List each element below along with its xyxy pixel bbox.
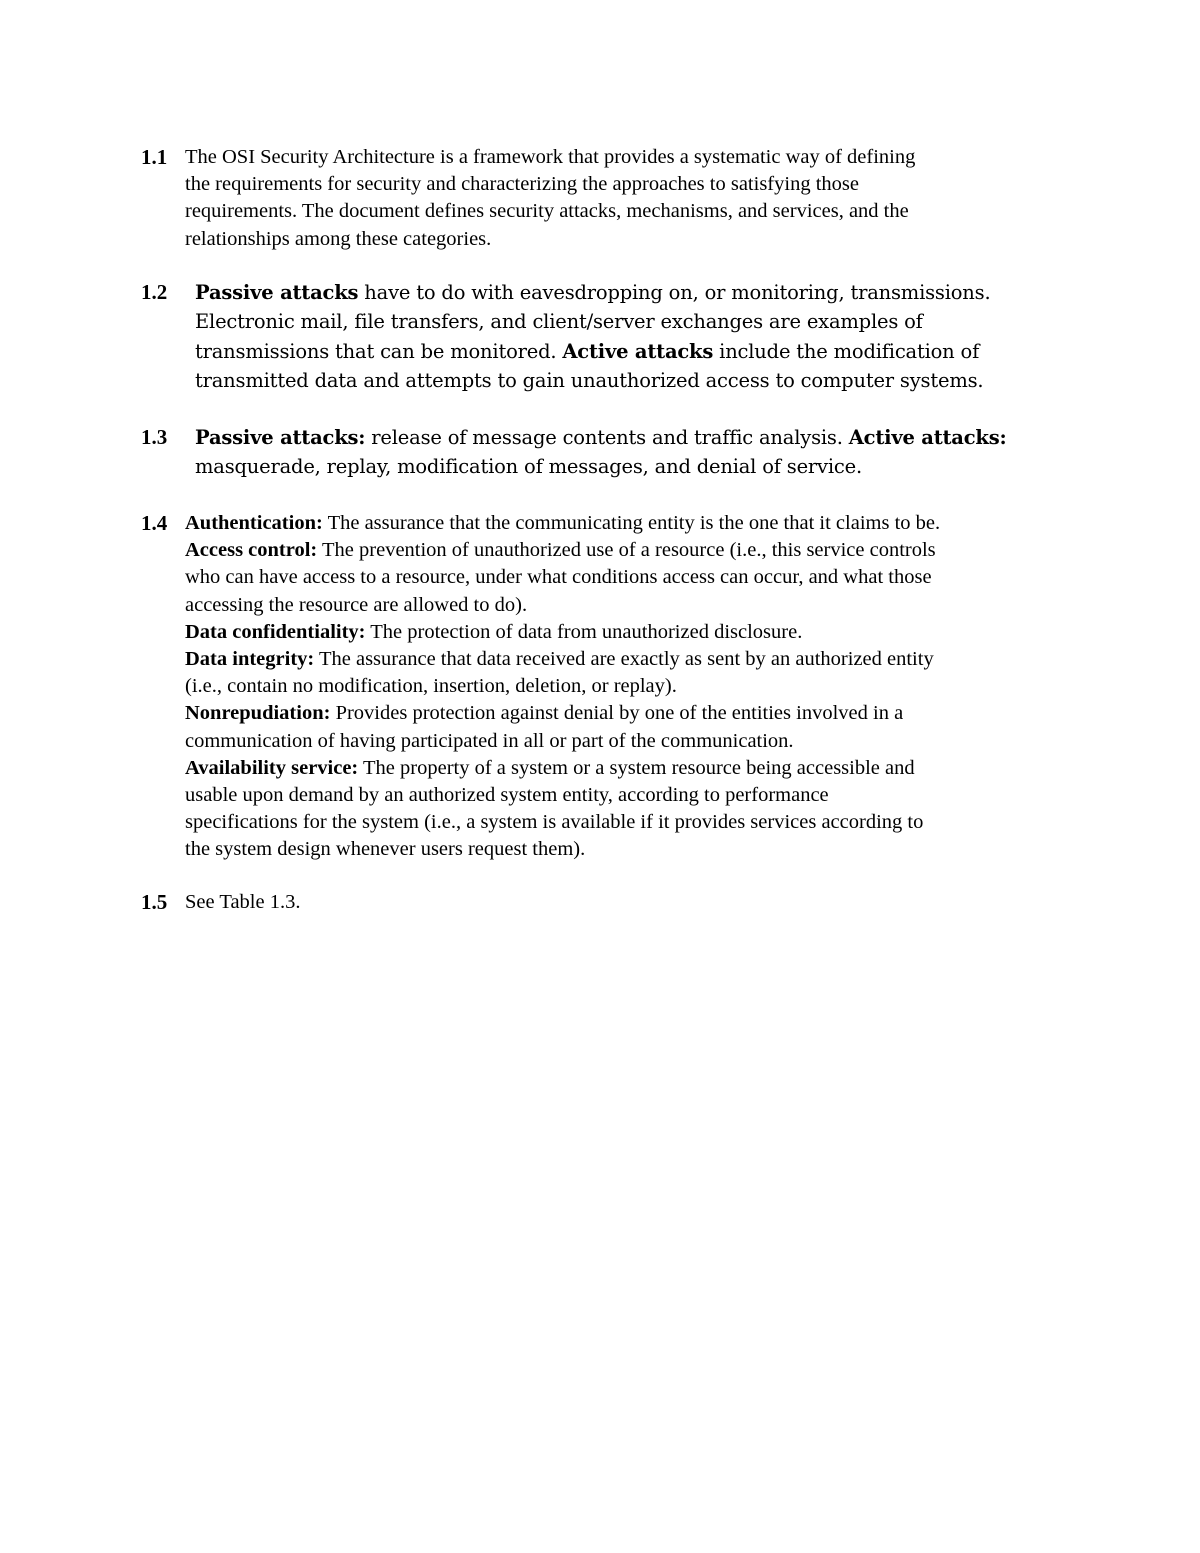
text-line <box>185 510 1071 537</box>
text-line <box>185 673 1071 700</box>
answer-number: 1.3 <box>141 425 168 449</box>
answer-text <box>195 423 1071 482</box>
text-run: include the modification of <box>713 339 980 363</box>
answer-number: 1.5 <box>141 890 168 914</box>
text-line <box>185 809 1071 836</box>
text-run: masquerade, replay, modification of messages, and denial of service. <box>195 455 862 479</box>
text-line <box>185 700 1071 727</box>
text-line <box>185 755 1071 782</box>
answer-1-2 <box>141 278 1071 395</box>
answer-1-4 <box>141 510 1071 864</box>
text-run: release of message contents and traffic analysis. <box>365 426 849 449</box>
text-line <box>195 337 1071 366</box>
text-run: usable upon demand by an authorized system entity, according to performance <box>185 784 829 807</box>
term-label: Active attacks <box>562 339 714 363</box>
text-line <box>195 278 1071 307</box>
term-label: Passive attacks: <box>195 426 366 449</box>
text-line <box>185 592 1071 619</box>
text-run: have to do with eavesdropping on, or monitoring, transmissions. <box>358 281 991 304</box>
text-line <box>185 198 1071 225</box>
text-run: The protection of data from unauthorized disclosure. <box>365 620 803 643</box>
answer-text <box>185 144 1071 253</box>
answer-1-5 <box>141 889 1071 916</box>
text-line <box>185 889 1071 916</box>
text-run: The assurance that the communicating entity is the one that it claims to be. <box>322 512 941 534</box>
text-line <box>195 452 1071 481</box>
text-run: accessing the resource are allowed to do). <box>185 593 528 616</box>
answer-text <box>185 510 1071 864</box>
term-label: Availability service: <box>185 756 359 779</box>
answer-number: 1.1 <box>141 145 168 169</box>
text-run: the system design whenever users request them). <box>185 838 586 861</box>
text-run: specifications for the system (i.e., a system is available if it provides services according to <box>185 811 924 834</box>
answer-text <box>195 278 1071 395</box>
text-run: Provides protection against denial by one of the entities involved in a <box>330 702 904 725</box>
text-line <box>195 423 1071 452</box>
text-line <box>185 144 1071 171</box>
text-run: The assurance that data received are exactly as sent by an authorized entity <box>314 648 934 671</box>
text-run: who can have access to a resource, under what conditions access can occur, and what those <box>185 566 932 589</box>
term-label: Authentication: <box>185 512 323 534</box>
term-label: Active attacks: <box>848 426 1007 449</box>
term-label: Data integrity: <box>185 648 315 671</box>
text-line <box>185 646 1071 673</box>
text-run: (i.e., contain no modification, insertion, deletion, or replay). <box>185 675 677 698</box>
answer-text <box>185 889 1071 916</box>
text-line <box>185 836 1071 863</box>
text-line <box>195 307 1071 336</box>
text-line <box>185 728 1071 755</box>
text-line <box>195 366 1071 395</box>
term-label: Nonrepudiation: <box>185 702 331 725</box>
text-run: The property of a system or a system resource being accessible and <box>358 756 915 779</box>
term-label: Access control: <box>185 539 318 562</box>
text-run: Electronic mail, file transfers, and client/server exchanges are examples of <box>195 310 923 334</box>
text-run: communication of having participated in all or part of the communication. <box>185 729 794 752</box>
text-line <box>185 619 1071 646</box>
answer-1-1 <box>141 144 1071 253</box>
text-run: The OSI Security Architecture is a framework that provides a systematic way of defining <box>185 146 916 168</box>
text-line <box>185 782 1071 809</box>
text-run: transmitted data and attempts to gain unauthorized access to computer systems. <box>195 368 984 392</box>
answer-number: 1.2 <box>141 280 168 304</box>
text-line <box>185 226 1071 253</box>
term-label: Data confidentiality: <box>185 620 366 643</box>
text-run: The prevention of unauthorized use of a resource (i.e., this service controls <box>317 539 936 562</box>
answer-1-3 <box>141 423 1071 482</box>
text-run: the requirements for security and characterizing the approaches to satisfying those <box>185 173 859 196</box>
text-run: transmissions that can be monitored. <box>195 339 563 363</box>
text-run: requirements. The document defines security attacks, mechanisms, and services, and the <box>185 200 909 223</box>
answer-number: 1.4 <box>141 511 168 535</box>
text-run: relationships among these categories. <box>185 227 492 250</box>
text-run: See Table 1.3. <box>185 891 301 913</box>
term-label: Passive attacks <box>195 281 359 304</box>
text-line <box>185 171 1071 198</box>
text-line <box>185 537 1071 564</box>
text-line <box>185 564 1071 591</box>
